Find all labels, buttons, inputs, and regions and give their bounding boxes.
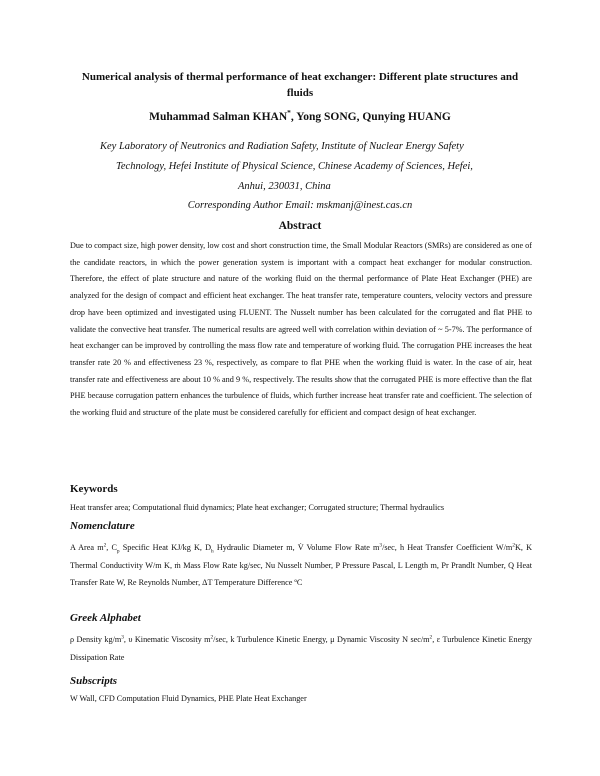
greek-sup: 2 bbox=[429, 634, 433, 641]
nomen-sup: 3 bbox=[379, 542, 383, 549]
nomen-part: A Area m bbox=[70, 543, 104, 552]
affiliation-line-2: Technology, Hefei Institute of Physical Science, Chinese Academy of Sciences, Hefei, bbox=[116, 161, 473, 172]
abstract-heading: Abstract bbox=[278, 220, 322, 232]
greek-sup: 2 bbox=[210, 634, 214, 641]
co-authors: , Yong SONG, Qunying HUANG bbox=[290, 111, 451, 123]
greek-alphabet-text bbox=[70, 631, 532, 666]
nomen-part: Specific Heat KJ/kg K, D bbox=[119, 543, 211, 552]
subscripts-text: W Wall, CFD Computation Fluid Dynamics, PHE Plate Heat Exchanger bbox=[70, 694, 307, 703]
affiliation-line-1: Key Laboratory of Neutronics and Radiation Safety, Institute of Nuclear Energy Safety bbox=[100, 141, 464, 152]
nomen-part: /sec, h Heat Transfer Coefficient W/m bbox=[382, 543, 513, 552]
keywords-text: Heat transfer area; Computational fluid dynamics; Plate heat exchanger; Corrugated structure; Thermal hydraulics bbox=[70, 503, 445, 512]
abstract-text: Due to compact size, high power density, low cost and short construction time, the Small Modular Reactors (SMRs) are considered as one of the candidate reactors, in which the power generation system is important with a compact heat exchanger for modular construction. Therefore, the effect of plate structure and nature of the working fluid on the thermal performance of Plate Heat Exchanger (PHE) are analyzed for the design of compact and efficient heat exchanger. The heat transfer rate, temperature counters, velocity vectors and pressure drop have been optimized and investigated using FLUENT. The Nusselt number has been calculated for the corrugated and flat PHE to validate the convective heat transfer. The numerical results are agreed well with correlation within deviation of ~ 5-7%. The performance of heat exchanger can be improved by controlling the mass flow rate and temperature of working fluid. The corrugation PHE increases the heat transfer rate 20 % and effectiveness 23 %, respectively, as compare to flat PHE when the working fluid is water. In the case of air, heat transfer rate and effectiveness are about 10 % and 9 %, respectively. The results show that the corrugated PHE is more effective than the flat PHE because corrugation pattern enhances the turbulence of fluids, which further increase heat transfer rate and coefficient. The selection of the working fluid and structure of the plate must be considered carefully for efficient and compact design of heat exchanger. bbox=[70, 241, 532, 418]
greek-part: , υ Kinematic Viscosity m bbox=[123, 635, 211, 644]
corresponding-mark: * bbox=[287, 108, 291, 118]
greek-sup: 3 bbox=[121, 634, 124, 641]
keywords-heading: Keywords bbox=[70, 483, 118, 495]
greek-part: ρ Density kg/m bbox=[70, 635, 122, 644]
paper-title: Numerical analysis of thermal performance of heat exchanger: Different plate structures and fluids bbox=[81, 71, 519, 99]
nomen-part: Hydraulic Diameter m, V̇ Volume Flow Rate m bbox=[213, 543, 380, 552]
greek-alphabet-heading: Greek Alphabet bbox=[70, 612, 141, 624]
corresponding-email: Corresponding Author Email: mskmanj@inest.cas.cn bbox=[187, 200, 413, 211]
nomen-sup: 2 bbox=[512, 542, 515, 549]
first-author: Muhammad Salman KHAN bbox=[149, 111, 288, 123]
nomen-part: , C bbox=[106, 543, 117, 552]
nomen-sup: 2 bbox=[103, 542, 107, 549]
nomen-sub: h bbox=[211, 548, 214, 555]
author-list bbox=[60, 110, 540, 125]
nomenclature-text bbox=[70, 539, 532, 592]
affiliation bbox=[100, 137, 540, 197]
greek-part: , ε Turbulence Kinetic Energy Dissipation Rate bbox=[70, 635, 532, 662]
affiliation-line-3: Anhui, 230031, China bbox=[238, 181, 331, 192]
nomenclature-heading: Nomenclature bbox=[70, 520, 135, 532]
greek-part: /sec, k Turbulence Kinetic Energy, μ Dynamic Viscosity N sec/m bbox=[213, 635, 430, 644]
nomen-part: K, K Thermal Conductivity W/m K, ṁ Mass Flow Rate kg/sec, Nu Nusselt Number, P Pressure Pascal, L Length m, Pr Prandlt Number, Q Heat Transfer Rate W, Re Reynolds Number, ΔT Temperature Difference ºC bbox=[70, 543, 532, 587]
subscripts-heading: Subscripts bbox=[70, 675, 118, 687]
nomen-sub: p bbox=[116, 548, 120, 555]
